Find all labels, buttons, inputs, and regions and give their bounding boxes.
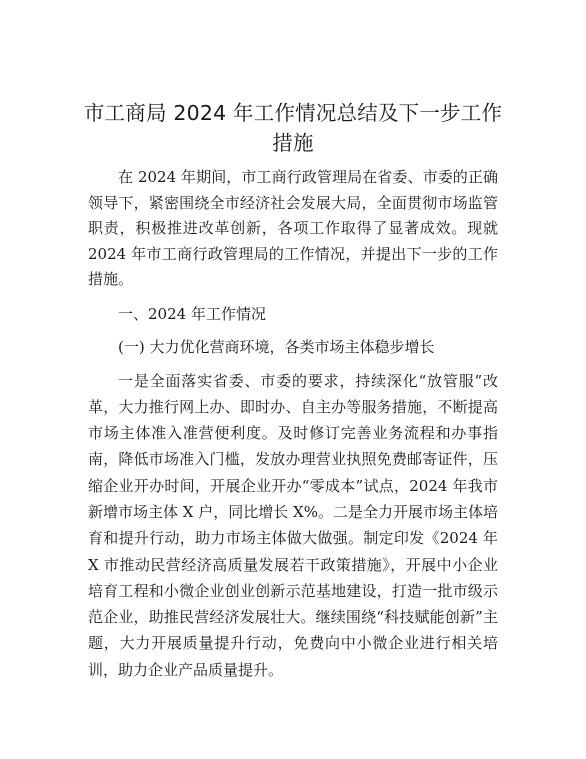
section-heading: 一、2024 年工作情况 [118,304,266,323]
subsection-heading: (一) 大力优化营商环境，各类市场主体稳步增长 [118,338,435,356]
document-body [88,165,498,683]
document-title: 市工商局 2024 年工作情况总结及下一步工作措施 [83,101,503,155]
intro-paragraph: 在 2024 年期间，市工商行政管理局在省委、市委的正确领导下，紧密围绕全市经济社会发展大局，全面贯彻市场监管职责，积极推进改革创新，各项工作取得了显著成效。现就 2024 年市工商行政管理局的工作情况，并提出下一步的工作措施。 [88,168,498,288]
body-paragraph: 一是全面落实省委、市委的要求，持续深化“放管服”改革，大力推行网上办、即时办、自主办等服务措施，不断提高市场主体准入准营便利度。及时修订完善业务流程和办事指南，降低市场准入门槛，发放办理营业执照免费邮寄证件，压缩企业开办时间，开展企业开办“零成本”试点，2024 年我市新增市场主体 X 户，同比增长 X%。二是全力开展市场主体培育和提升行动，助力市场主体做大做强。制定印发《2024 年 X 市推动民营经济高质量发展若干政策措施》，开展中小企业培育工程和小微企业创业创新示范基地建设，打造一批市级示范企业，助推民营经济发展壮大。继续围绕“科技赋能创新”主题，大力开展质量提升行动，免费向中小微企业进行相关培训，助力企业产品质量提升。 [88,371,498,679]
